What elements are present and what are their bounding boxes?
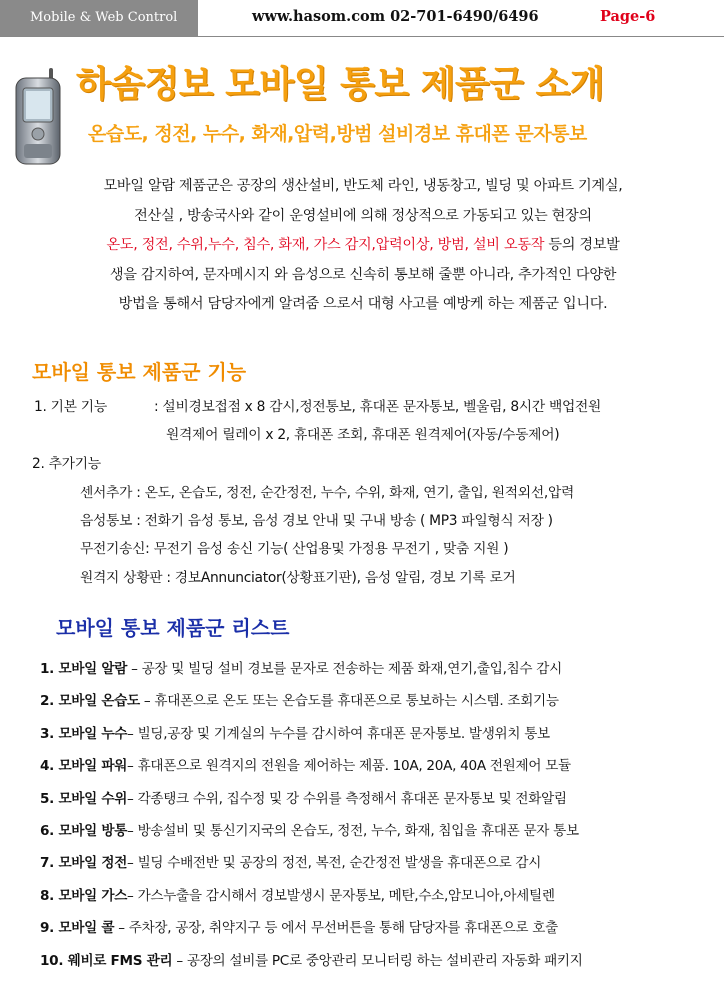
product-desc: – 공장의 설비를 PC로 중앙관리 모니터링 하는 설비관리 자동화 패키지 [172, 952, 583, 969]
product-name: 2. 모바일 온습도 [40, 693, 140, 710]
product-name: 8. 모바일 가스 [40, 887, 128, 904]
product-name: 4. 모바일 파워 [40, 758, 128, 775]
product-name: 6. 모바일 방통 [40, 822, 128, 839]
product-name: 7. 모바일 정전 [40, 855, 128, 872]
header-bar [0, 0, 724, 37]
product-name: 3. 모바일 누수 [40, 725, 128, 742]
intro-text: 등의 경보발 [544, 237, 620, 253]
extra-feature-label: 2. 추가기능 [32, 456, 101, 472]
intro-line: 전산실 , 방송국사와 같이 운영설비에 의해 정상적으로 가동되고 있는 현장의 [134, 207, 592, 224]
list-item [40, 657, 720, 689]
intro-line: 모바일 알람 제품군은 공장의 생산설비, 반도체 라인, 냉동창고, 빌딩 및 아파트 기계실, [103, 178, 623, 194]
product-name: 10. 웨비로 FMS 관리 [40, 952, 173, 969]
products-heading: 모바일 통보 제품군 리스트 [56, 616, 290, 640]
extra-feature-item: 센서추가 : 온도, 온습도, 정전, 순간정전, 누수, 수위, 화재, 연기, 출입, 원적외선,압력 [80, 485, 575, 501]
intro-paragraph [18, 172, 708, 320]
list-item [40, 819, 720, 851]
product-desc: – 주차장, 공장, 취약지구 등 에서 무선버튼을 통해 담당자를 휴대폰으로 호출 [114, 920, 558, 937]
list-item [40, 884, 720, 916]
product-desc: – 휴대폰으로 원격지의 전원을 제어하는 제품. 10A, 20A, 40A 전원제어 모듈 [127, 758, 571, 775]
product-name: 1. 모바일 알람 [40, 661, 128, 677]
product-desc: – 빌딩 수배전반 및 공장의 정전, 복전, 순간정전 발생을 휴대폰으로 감시 [127, 855, 542, 872]
list-item [40, 689, 720, 721]
intro-line: 생을 감지하여, 문자메시지 와 음성으로 신속히 통보해 줄뿐 아니라, 추가적인 다양한 [109, 266, 617, 283]
page-title: 하솜정보 모바일 통보 제품군 소개 [76, 64, 604, 105]
product-desc: – 공장 및 빌딩 설비 경보를 문자로 전송하는 제품 화재,연기,출입,침수 감시 [127, 661, 562, 677]
intro-line: 방법을 통해서 담당자에게 알려줌 으로서 대형 사고를 예방케 하는 제품군 입니다. [118, 296, 608, 312]
intro-line [18, 231, 708, 261]
list-item [40, 916, 720, 948]
list-item [40, 851, 720, 883]
product-name: 5. 모바일 수위 [40, 790, 128, 807]
product-name: 9. 모바일 콜 [40, 920, 115, 937]
header-tab: Mobile & Web Control [0, 0, 198, 36]
extra-feature-item: 음성통보 : 전화기 음성 통보, 음성 경보 안내 및 구내 방송 ( MP3 파일형식 저장 ) [80, 513, 553, 529]
list-item [40, 787, 720, 819]
product-desc: – 휴대폰으로 온도 또는 온습도를 휴대폰으로 통보하는 시스템. 조회기능 [139, 693, 559, 710]
list-item [40, 754, 720, 786]
list-item [40, 949, 720, 981]
extra-feature-item: 무전기송신: 무전기 음성 송신 기능( 산업용및 가정용 무전기 , 맞춤 지원 ) [80, 541, 509, 557]
product-desc: – 가스누출을 감시해서 경보발생시 문자통보, 메탄,수소,암모니아,아세틸렌 [127, 887, 555, 904]
product-desc: – 방송설비 및 통신기지국의 온습도, 정전, 누수, 화재, 침입을 휴대폰 문자 통보 [127, 822, 579, 839]
features-heading: 모바일 통보 제품군 기능 [32, 360, 247, 384]
page-subtitle: 온습도, 정전, 누수, 화재,압력,방범 설비경보 휴대폰 문자통보 [88, 123, 587, 145]
product-list [40, 657, 720, 981]
product-desc: – 빌딩,공장 및 기계실의 누수를 감시하여 휴대폰 문자통보. 발생위치 통보 [127, 725, 550, 742]
list-item [40, 722, 720, 754]
extra-feature-item: 원격지 상황판 : 경보Annunciator(상황표기판), 음성 알림, 경보 기록 로거 [80, 570, 516, 586]
basic-feature-line: 원격제어 릴레이 x 2, 휴대폰 조회, 휴대폰 원격제어(자동/수동제어) [166, 427, 560, 443]
header-contact: www.hasom.com 02-701-6490/6496 [252, 8, 539, 25]
basic-feature-line: : 설비경보접점 x 8 감시,정전통보, 휴대폰 문자통보, 벨울림, 8시간 백업전원 [154, 399, 602, 415]
basic-feature-label: 1. 기본 기능 [34, 399, 107, 415]
page-number: Page-6 [600, 8, 656, 25]
product-desc: – 각종탱크 수위, 집수정 및 강 수위를 측정해서 휴대폰 문자통보 및 전화알림 [127, 790, 567, 807]
mobile-phone-icon [14, 68, 64, 166]
alert-types: 온도, 정전, 수위,누수, 침수, 화재, 가스 감지,압력이상, 방범, 설비 오동작 [106, 237, 545, 253]
